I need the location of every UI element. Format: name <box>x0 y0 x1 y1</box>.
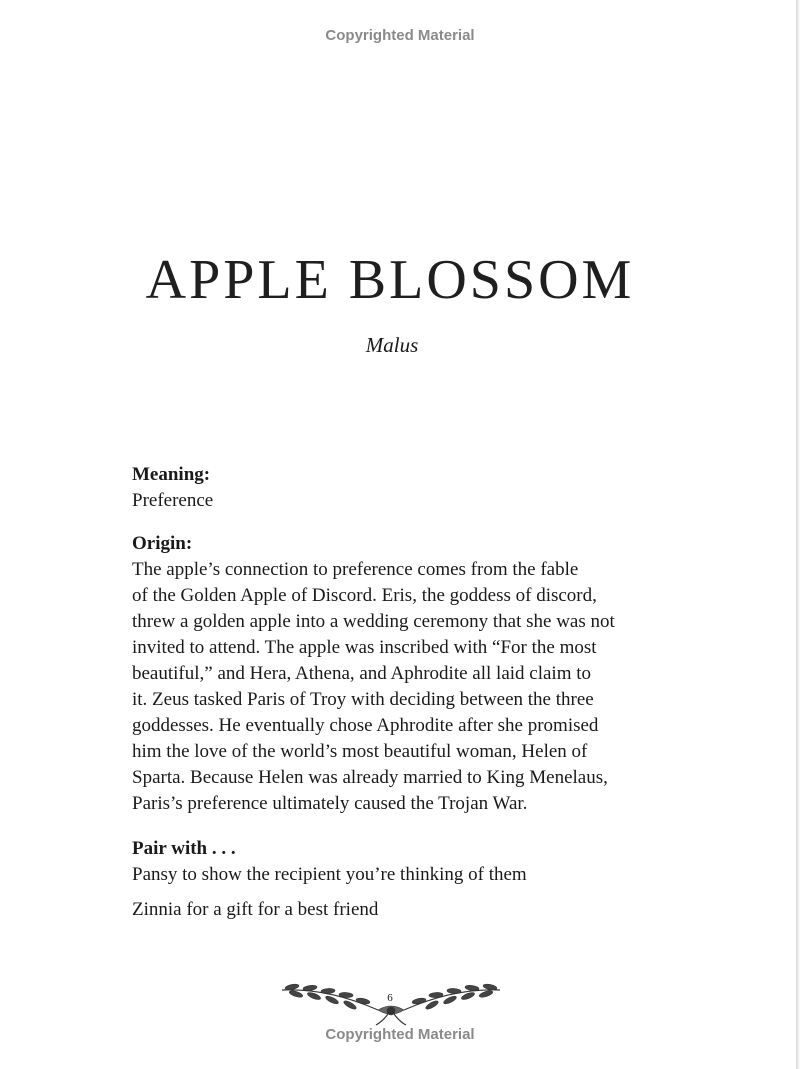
meaning-text: Preference <box>132 490 214 511</box>
pair-with-item: Pansy to show the recipient you’re thinking of them <box>132 864 527 885</box>
page-title: APPLE BLOSSOM <box>145 249 635 311</box>
origin-line: Paris’s preference ultimately caused the Trojan War. <box>132 793 528 814</box>
page-number: 6 <box>387 992 393 1004</box>
origin-label: Origin: <box>132 533 193 554</box>
origin-line: it. Zeus tasked Paris of Troy with deciding between the three <box>132 689 594 710</box>
origin-line: The apple’s connection to preference comes from the fable <box>132 559 579 580</box>
origin-line: goddesses. He eventually chose Aphrodite after she promised <box>132 715 599 736</box>
copyright-watermark-top: Copyrighted Material <box>325 27 475 44</box>
copyright-watermark-bottom: Copyrighted Material <box>325 1026 475 1043</box>
botanical-name: Malus <box>365 333 419 357</box>
meaning-label: Meaning: <box>132 464 211 485</box>
origin-paragraph <box>132 557 662 817</box>
origin-line: threw a golden apple into a wedding ceremony that she was not <box>132 611 615 632</box>
entry-body <box>132 462 662 923</box>
origin-line: Sparta. Because Helen was already married to King Menelaus, <box>132 767 608 788</box>
origin-line: invited to attend. The apple was inscribed with “For the most <box>132 637 597 658</box>
origin-line: him the love of the world’s most beautiful woman, Helen of <box>132 741 588 762</box>
pair-with-item: Zinnia for a gift for a best friend <box>132 899 379 920</box>
origin-line: beautiful,” and Hera, Athena, and Aphrodite all laid claim to <box>132 663 592 684</box>
page-edge-shadow <box>796 0 800 1069</box>
pair-with-label: Pair with . . . <box>132 838 236 859</box>
origin-line: of the Golden Apple of Discord. Eris, the goddess of discord, <box>132 585 597 606</box>
